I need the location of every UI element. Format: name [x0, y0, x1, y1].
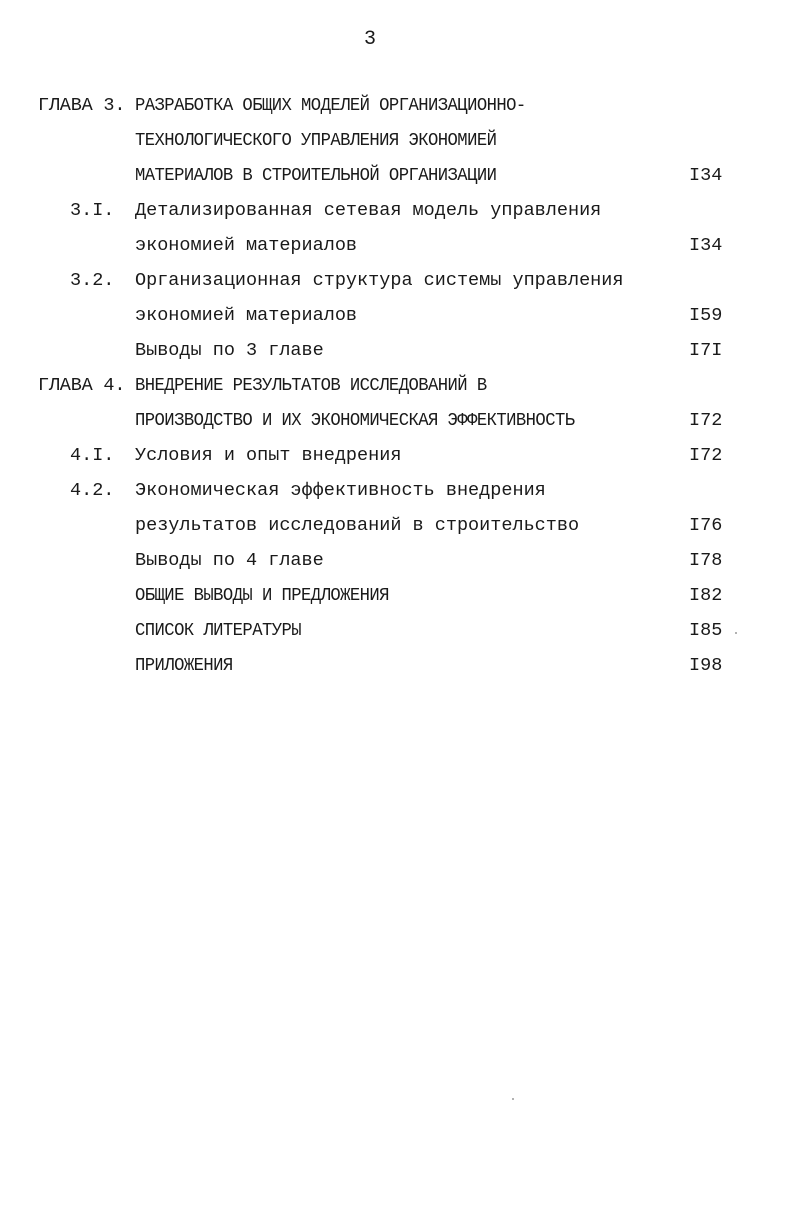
toc-row-conclusions-3 — [0, 333, 797, 368]
toc-row-section-3-2-cont — [0, 298, 797, 333]
toc-row-section-4-1 — [0, 438, 797, 473]
toc-entry-text: Условия и опыт внедрения — [135, 445, 402, 466]
toc-page-number: I78 — [689, 550, 723, 571]
toc-entry-text: ПРИЛОЖЕНИЯ — [135, 655, 233, 676]
scan-speck — [735, 632, 737, 634]
toc-entry-text: Выводы по 3 главе — [135, 340, 324, 361]
toc-entry-text: Выводы по 4 главе — [135, 550, 324, 571]
toc-entry-text: экономией материалов — [135, 305, 358, 326]
section-number: 3.2. — [70, 270, 115, 291]
toc-page-number: I82 — [689, 585, 723, 606]
toc-row-general-conclusions — [0, 578, 797, 613]
toc-entry-text: Организационная структура системы управления — [135, 270, 624, 291]
section-number: 3.I. — [70, 200, 115, 221]
toc-row-chapter-4-title — [0, 368, 797, 403]
toc-page-number: I34 — [689, 235, 723, 256]
toc-entry-text: результатов исследований в строительство — [135, 515, 580, 536]
section-number: 4.I. — [70, 445, 115, 466]
toc-page-number: I72 — [689, 445, 723, 466]
toc-page-number: I59 — [689, 305, 723, 326]
toc-entry-text: ОБЩИЕ ВЫВОДЫ И ПРЕДЛОЖЕНИЯ — [135, 585, 389, 606]
toc-entry-text: РАЗРАБОТКА ОБЩИХ МОДЕЛЕЙ ОРГАНИЗАЦИОННО- — [135, 95, 526, 116]
chapter-label: ГЛАВА 4. — [38, 375, 126, 396]
table-of-contents — [0, 88, 797, 683]
toc-entry-text: Детализированная сетевая модель управления — [135, 200, 602, 221]
toc-row-chapter-3-title-cont — [0, 123, 797, 158]
toc-row-conclusions-4 — [0, 543, 797, 578]
toc-page-number: I85 — [689, 620, 723, 641]
scan-speck — [512, 1098, 514, 1100]
toc-row-chapter-3-title-end — [0, 158, 797, 193]
toc-row-appendices — [0, 648, 797, 683]
toc-entry-text: ТЕХНОЛОГИЧЕСКОГО УПРАВЛЕНИЯ ЭКОНОМИЕЙ — [135, 130, 497, 151]
toc-entry-text: МАТЕРИАЛОВ В СТРОИТЕЛЬНОЙ ОРГАНИЗАЦИИ — [135, 165, 497, 186]
toc-entry-text: СПИСОК ЛИТЕРАТУРЫ — [135, 620, 302, 641]
toc-row-section-4-2-cont — [0, 508, 797, 543]
page-number: 3 — [363, 28, 376, 51]
section-number: 4.2. — [70, 480, 115, 501]
toc-row-section-3-1 — [0, 193, 797, 228]
toc-page-number: I7I — [689, 340, 723, 361]
toc-row-section-4-2 — [0, 473, 797, 508]
toc-page-number: I34 — [689, 165, 723, 186]
toc-page-number: I76 — [689, 515, 723, 536]
toc-row-chapter-4-title-end — [0, 403, 797, 438]
toc-page-number: I72 — [689, 410, 723, 431]
toc-entry-text: Экономическая эффективность внедрения — [135, 480, 546, 501]
chapter-label: ГЛАВА 3. — [38, 95, 126, 116]
toc-row-section-3-2 — [0, 263, 797, 298]
toc-page-number: I98 — [689, 655, 723, 676]
toc-entry-text: ВНЕДРЕНИЕ РЕЗУЛЬТАТОВ ИССЛЕДОВАНИЙ В — [135, 375, 487, 396]
toc-entry-text: экономией материалов — [135, 235, 358, 256]
toc-row-references — [0, 613, 797, 648]
toc-row-section-3-1-cont — [0, 228, 797, 263]
toc-row-chapter-3-title — [0, 88, 797, 123]
toc-entry-text: ПРОИЗВОДСТВО И ИХ ЭКОНОМИЧЕСКАЯ ЭФФЕКТИВНОСТЬ — [135, 410, 575, 431]
